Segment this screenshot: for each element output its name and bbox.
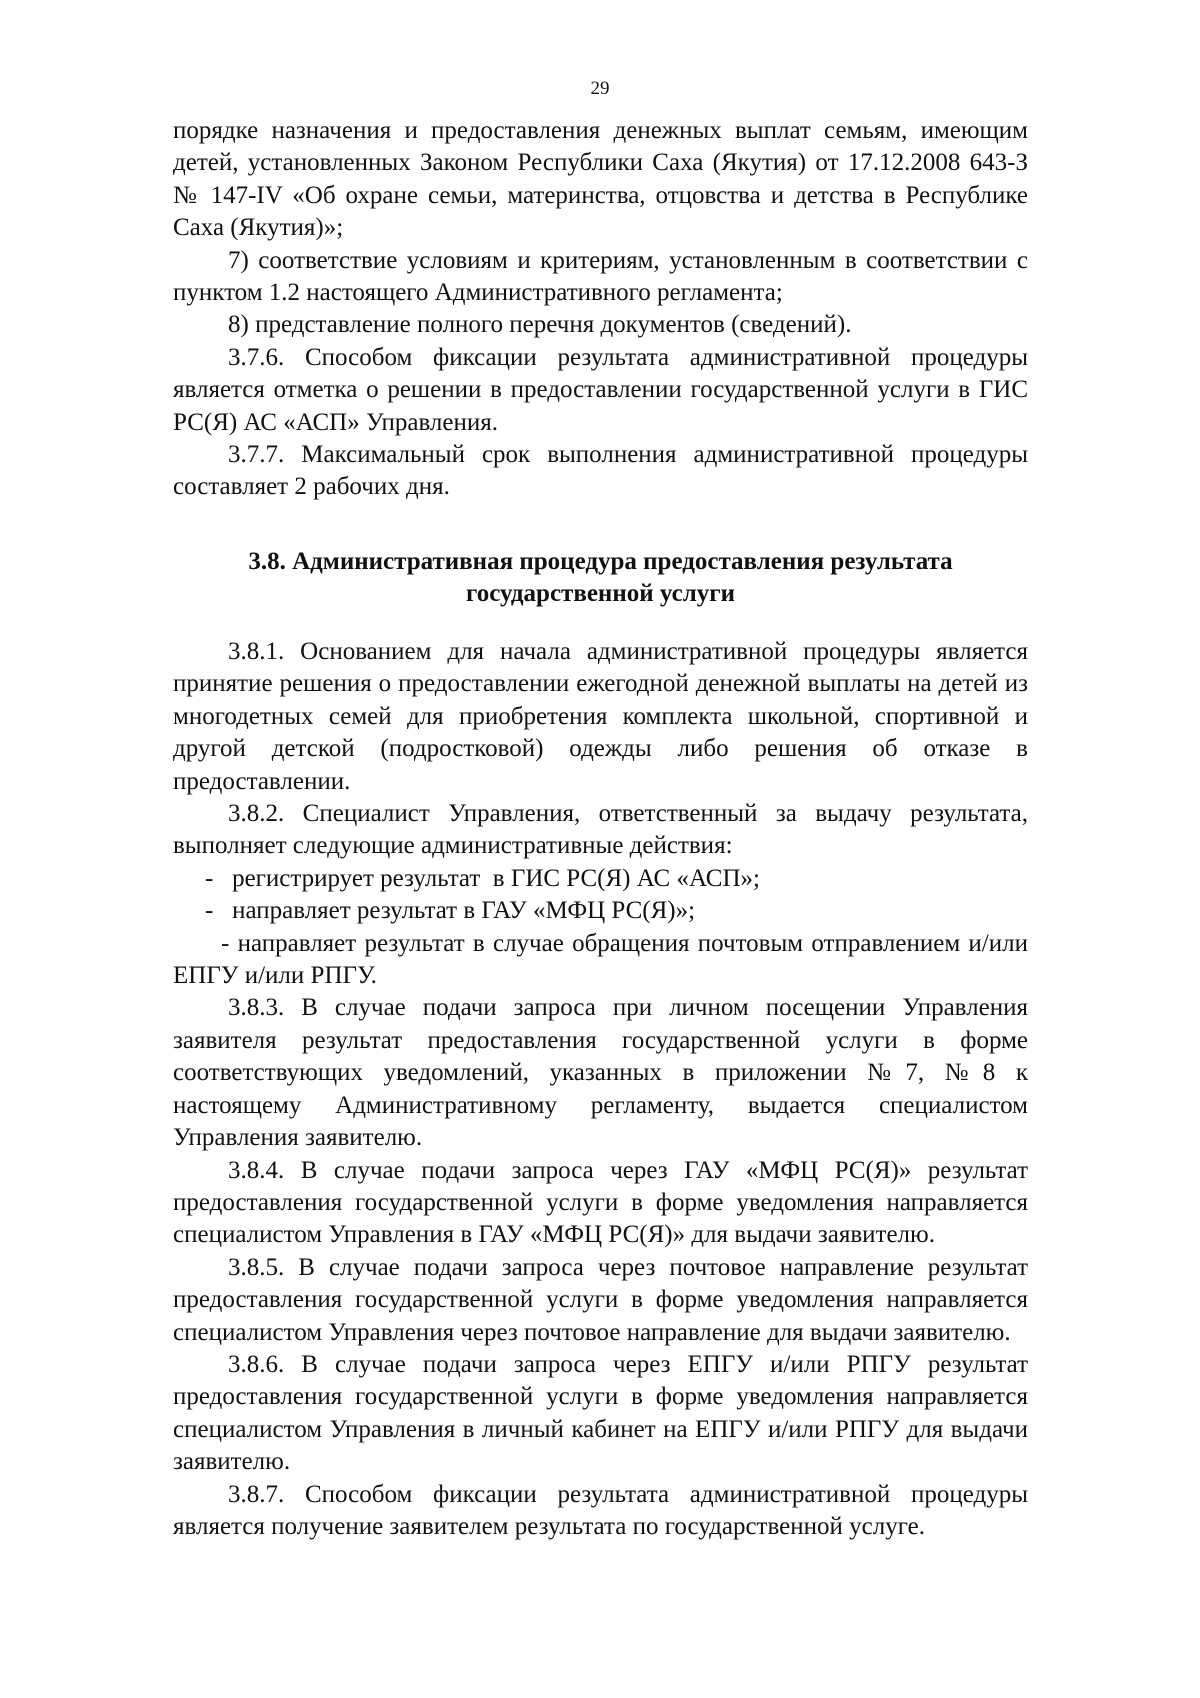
paragraph-3-7-7: 3.7.7. Максимальный срок выполнения административной процедуры составляет 2 рабочих дня.: [173, 441, 1028, 501]
paragraph-3-8-1: 3.8.1. Основанием для начала административной процедуры является принятие решения о предоставлении ежегодной денежной выплаты на детей из многодетных семей для приобретения комплекта школьной, спортивной и другой детской (подростковой) одежды либо решения об отказе в предоставлении.: [173, 638, 1028, 795]
page-number: 29: [590, 78, 610, 99]
dash-item-send-post: - направляет результат в случае обращения почтовым отправлением и/или ЕПГУ и/или РПГУ.: [173, 929, 1028, 990]
paragraph-3-8-2: 3.8.2. Специалист Управления, ответственный за выдачу результата, выполняет следующие административные действия:: [173, 800, 1028, 860]
paragraph-3-8-4: 3.8.4. В случае подачи запроса через ГАУ «МФЦ РС(Я)» результат предоставления государственной услуги в форме уведомления направляется специалистом Управления в ГАУ «МФЦ РС(Я)» для выдачи заявителю.: [173, 1156, 1028, 1249]
paragraph-3-8-5: 3.8.5. В случае подачи запроса через почтовое направление результат предоставления государственной услуги в форме уведомления направляется специалистом Управления через почтовое направление для выдачи заявителю.: [173, 1253, 1028, 1346]
paragraph-3-7-6: 3.7.6. Способом фиксации результата административной процедуры является отметка о решении в предоставлении государственной услуги в ГИС РС(Я) АС «АСП» Управления.: [173, 343, 1028, 436]
paragraph-3-8-3: 3.8.3. В случае подачи запроса при личном посещении Управления заявителя результат предоставления государственной услуги в форме соответствующих уведомлений, указанных в приложении №7, №8 к настоящему Административному регламенту, выдается специалистом Управления заявителю.: [173, 994, 1028, 1152]
list-item-8: 8) представление полного перечня документов (сведений).: [228, 311, 852, 339]
paragraph-continuation: порядке назначения и предоставления денежных выплат семьям, имеющим детей, установленных Законом Республики Саха (Якутия) от 17.12.2008 643-З № 147-IV «Об охране семьи, материнства, отцовства и детства в Республике Саха (Якутия)»;: [173, 117, 1028, 242]
top-text-block: [173, 115, 1028, 504]
section-heading-line-1: 3.8. Административная процедура предоставления результата: [248, 548, 953, 575]
dash-item-register: - регистрирует результат в ГИС РС(Я) АС «АСП»;: [205, 864, 760, 892]
section-heading-line-2: государственной услуги: [465, 580, 736, 608]
paragraph-3-8-6: 3.8.6. В случае подачи запроса через ЕПГУ и/или РПГУ результат предоставления государственной услуги в форме уведомления направляется специалистом Управления в личный кабинет на ЕПГУ и/или РПГУ для выдачи заявителю.: [173, 1350, 1028, 1476]
section-text-block: [173, 636, 1028, 1543]
paragraph-3-8-7: 3.8.7. Способом фиксации результата административной процедуры является получение заявителем результата по государственной услуге.: [173, 1480, 1028, 1540]
section-heading-3-8: [173, 546, 1028, 611]
dash-item-send-mfc: - направляет результат в ГАУ «МФЦ РС(Я)»;: [205, 897, 696, 925]
list-item-7: 7) соответствие условиям и критериям, установленным в соответствии с пунктом 1.2 настоящего Административного регламента;: [173, 246, 1028, 307]
